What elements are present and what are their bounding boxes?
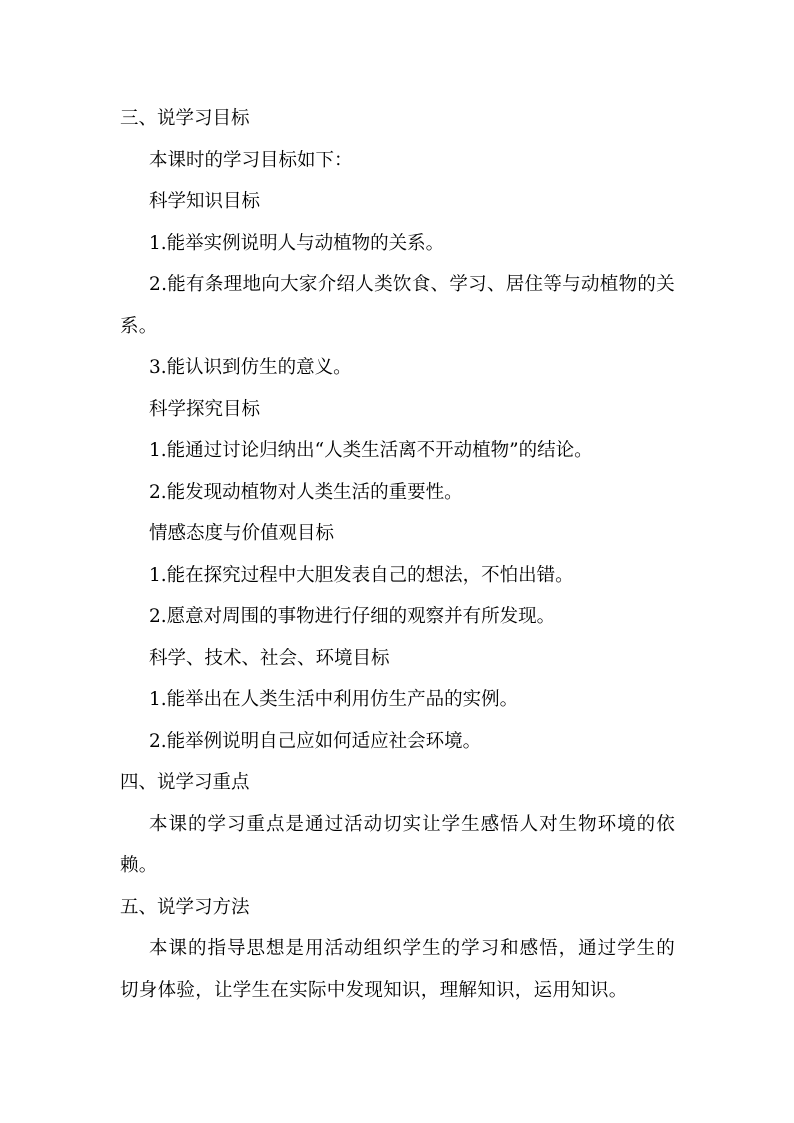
list-item-wrapped: 2.能有条理地向大家介绍人类饮食、学习、居住等与动植物的关系。	[120, 274, 675, 337]
paragraph-intro: 本课时的学习目标如下：	[149, 149, 353, 171]
subheading-science-inquiry: 科学探究目标	[149, 398, 261, 420]
section-heading-4: 四、说学习重点	[120, 772, 250, 793]
subheading-emotion-values: 情感态度与价值观目标	[149, 523, 335, 544]
list-item: 1.能举出在人类生活中利用仿生产品的实例。	[149, 689, 519, 710]
section-heading-3: 三、说学习目标	[120, 108, 250, 129]
list-item: 2.能举例说明自己应如何适应社会环境。	[149, 730, 482, 752]
section-heading-5: 五、说学习方法	[120, 896, 250, 918]
subheading-science-knowledge: 科学知识目标	[149, 191, 261, 212]
list-item: 1.能通过讨论归纳出“人类生活离不开动植物”的结论。	[149, 440, 593, 461]
paragraph-key-points: 本课的学习重点是通过活动切实让学生感悟人对生物环境的依赖。	[120, 813, 675, 876]
paragraph-methods: 本课的指导思想是用活动组织学生的学习和感悟，通过学生的切身体验，让学生在实际中发现知识，理解知识，运用知识。	[120, 938, 675, 1001]
list-item: 2.能发现动植物对人类生活的重要性。	[149, 481, 463, 503]
list-item: 1.能举实例说明人与动植物的关系。	[149, 232, 445, 254]
list-item: 3.能认识到仿生的意义。	[149, 357, 352, 378]
document-body	[120, 98, 675, 1011]
list-item: 1.能在探究过程中大胆发表自己的想法，不怕出错。	[149, 564, 574, 586]
list-item: 2.愿意对周围的事物进行仔细的观察并有所发现。	[149, 606, 556, 627]
subheading-sts-environment: 科学、技术、社会、环境目标	[149, 647, 390, 669]
